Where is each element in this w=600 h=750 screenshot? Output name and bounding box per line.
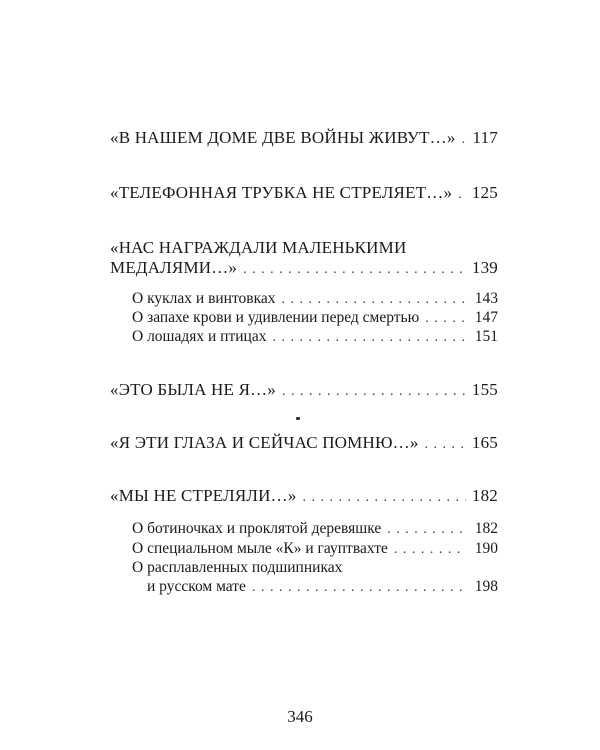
chapter-title-line2: МЕДАЛЯМИ…» (110, 258, 238, 277)
section-title: О лошадях и птицах (132, 328, 267, 345)
folio-page-number: 346 (287, 707, 313, 726)
section-title: О куклах и винтовках (132, 290, 276, 307)
page-number: 165 (471, 433, 498, 452)
toc-entry-section (132, 540, 498, 558)
dot-leader (394, 542, 466, 558)
toc-entry-section (147, 578, 498, 596)
page-number: 139 (471, 258, 498, 277)
dot-leader (458, 187, 466, 203)
toc-entry-chapter (110, 433, 498, 453)
dot-leader (252, 580, 466, 596)
chapter-title: «ТЕЛЕФОННАЯ ТРУБКА НЕ СТРЕЛЯЕТ…» (110, 183, 453, 202)
page-number: 182 (474, 520, 498, 537)
toc-entry-section (132, 290, 498, 308)
dot-leader (243, 262, 466, 278)
chapter-title: «ЭТО БЫЛА НЕ Я…» (110, 380, 277, 399)
dot-leader (272, 330, 466, 346)
page-number: 143 (474, 290, 498, 307)
dot-leader (282, 292, 466, 308)
toc-entry-chapter (110, 128, 498, 148)
section-title: О специальном мыле «К» и гауптвахте (132, 540, 388, 557)
dot-leader (387, 522, 466, 538)
page-number: 198 (474, 578, 498, 595)
section-title-line1: О расплавленных подшипниках (132, 559, 343, 576)
chapter-title-line1: «НАС НАГРАЖДАЛИ МАЛЕНЬКИМИ (110, 238, 407, 257)
toc-entry-chapter (110, 183, 498, 203)
dot-leader (282, 384, 466, 400)
page-number: 155 (471, 380, 498, 399)
print-mark (296, 417, 300, 420)
toc-entry-chapter (110, 258, 498, 278)
chapter-title: «В НАШЕМ ДОМЕ ДВЕ ВОЙНЫ ЖИВУТ…» (110, 128, 456, 147)
page-number: 190 (474, 540, 498, 557)
page-number: 125 (471, 183, 498, 202)
page-number: 182 (471, 486, 498, 505)
toc-entry-section (132, 328, 498, 346)
dot-leader (462, 132, 466, 148)
dot-leader (303, 490, 466, 506)
page-number: 117 (472, 128, 498, 147)
dot-leader (425, 311, 466, 327)
dot-leader (425, 437, 466, 453)
toc-entry-section (132, 309, 498, 327)
section-title: О ботиночках и проклятой деревяшке (132, 520, 382, 537)
page-number: 147 (474, 309, 498, 326)
page-number: 151 (474, 328, 498, 345)
toc-entry-chapter (110, 380, 498, 400)
toc-entry-chapter (110, 486, 498, 506)
toc-entry-section (132, 520, 498, 538)
chapter-title: «Я ЭТИ ГЛАЗА И СЕЙЧАС ПОМНЮ…» (110, 433, 419, 452)
chapter-title: «МЫ НЕ СТРЕЛЯЛИ…» (110, 486, 297, 505)
section-title-line2: и русском мате (147, 578, 246, 595)
section-title: О запахе крови и удивлении перед смертью (132, 309, 420, 326)
